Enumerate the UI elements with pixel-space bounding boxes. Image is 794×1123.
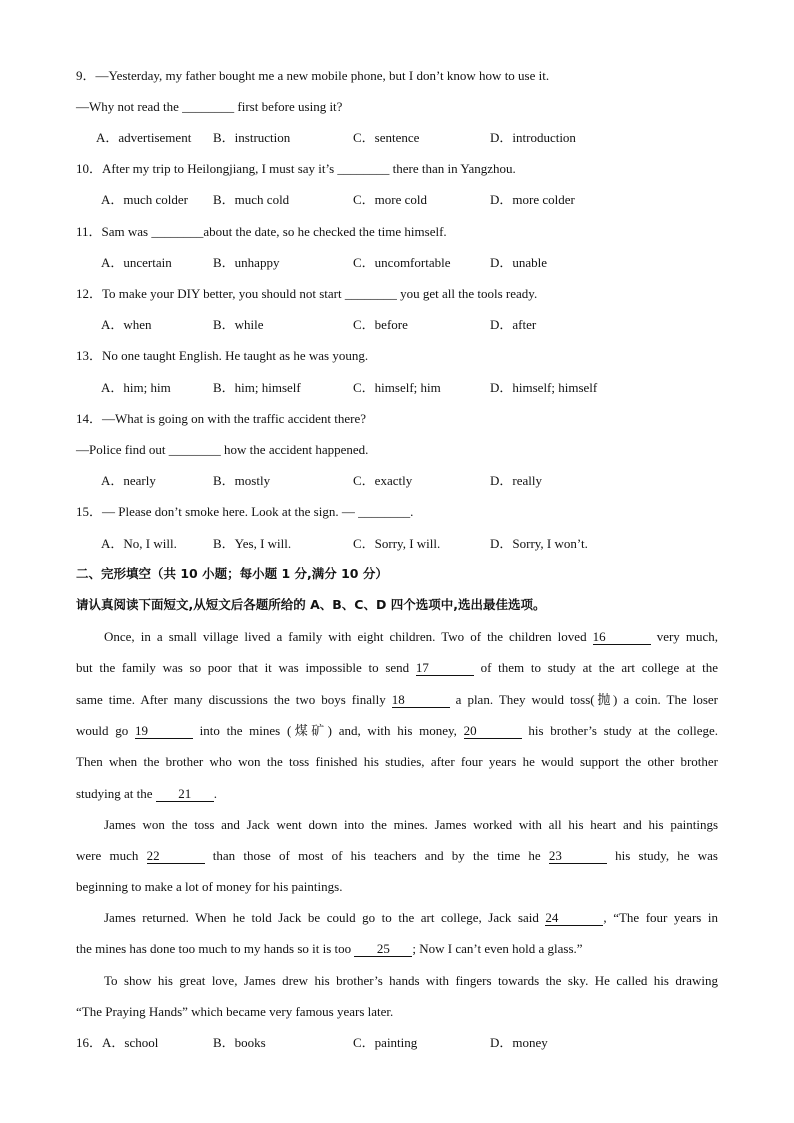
blank-25[interactable]: 25 — [354, 942, 412, 957]
question-15-options — [0, 536, 794, 552]
blank-16[interactable]: 16 — [593, 630, 651, 645]
blank-21[interactable]: 21 — [156, 787, 214, 802]
option-b[interactable]: B．Yes, I will. — [213, 536, 292, 551]
passage-line: “The Praying Hands” which became very famous years later. — [76, 1004, 394, 1019]
option-d[interactable]: D．himself; himself — [490, 380, 598, 395]
option-a[interactable]: A．uncertain — [101, 255, 172, 270]
blank-19[interactable]: 19 — [135, 724, 193, 739]
option-a[interactable]: A．much colder — [101, 192, 189, 207]
blank-24[interactable]: 24 — [545, 911, 603, 926]
option-b[interactable]: B．books — [213, 1035, 266, 1050]
section-title: 二、完形填空（共 10 小题；每小题 1 分,满分 10 分） — [76, 566, 388, 581]
option-a[interactable]: A．him; him — [101, 380, 171, 395]
question-10-stem: 10．After my trip to Heilongjiang, I must say it’s ________ there than in Yangzhou. — [76, 161, 516, 176]
question-11-stem: 11．Sam was ________about the date, so he checked the time himself. — [76, 224, 447, 239]
passage-line: James won the toss and Jack went down into the mines. James worked with all his heart and his paintings — [104, 817, 718, 832]
question-16-option-a[interactable]: 16．A．school — [76, 1035, 159, 1050]
passage-line: Then when the brother who won the toss finished his studies, after four years he would support the other brother — [76, 754, 718, 769]
option-b[interactable]: B．much cold — [213, 192, 290, 207]
question-12-options — [0, 317, 794, 333]
option-c[interactable]: C．more cold — [353, 192, 428, 207]
option-d[interactable]: D．after — [490, 317, 537, 332]
question-13-options — [0, 380, 794, 396]
option-a[interactable]: A．advertisement — [96, 130, 192, 145]
passage-line: studying at the 21 . — [76, 786, 218, 801]
option-b[interactable]: B．instruction — [213, 130, 291, 145]
passage-line: Once, in a small village lived a family with eight children. Two of the children loved 16 very much, — [104, 629, 718, 644]
question-14-stem: 14．—What is going on with the traffic accident there? — [76, 411, 366, 426]
option-c[interactable]: C．uncomfortable — [353, 255, 451, 270]
question-13-stem: 13．No one taught English. He taught as he was young. — [76, 348, 369, 363]
option-d[interactable]: D．really — [490, 473, 542, 488]
option-a[interactable]: A．when — [101, 317, 152, 332]
question-16-options — [0, 1035, 794, 1051]
option-c[interactable]: C．before — [353, 317, 408, 332]
passage-line: were much 22 than those of most of his teachers and by the time he 23 his study, he was — [76, 848, 718, 863]
option-a[interactable]: A．No, I will. — [101, 536, 177, 551]
passage-line: beginning to make a lot of money for his paintings. — [76, 879, 343, 894]
passage-line: the mines has done too much to my hands so it is too 25 ; Now I can’t even hold a glass.” — [76, 941, 583, 956]
option-c[interactable]: C．himself; him — [353, 380, 441, 395]
option-c[interactable]: C．exactly — [353, 473, 413, 488]
passage-line: would go 19 into the mines (煤矿) and, with his money, 20 his brother’s study at the college. — [76, 723, 718, 738]
passage-line: To show his great love, James drew his brother’s hands with fingers towards the sky. He called his drawing — [104, 973, 718, 988]
section-instruction: 请认真阅读下面短文,从短文后各题所给的 A、B、C、D 四个选项中,选出最佳选项。 — [76, 597, 546, 612]
blank-18[interactable]: 18 — [392, 693, 450, 708]
question-12-stem: 12．To make your DIY better, you should not start ________ you get all the tools ready. — [76, 286, 538, 301]
question-9-stem-2: —Why not read the ________ first before using it? — [76, 99, 343, 114]
option-b[interactable]: B．unhappy — [213, 255, 280, 270]
option-b[interactable]: B．mostly — [213, 473, 271, 488]
question-14-options — [0, 473, 794, 489]
question-9-stem: 9．—Yesterday, my father bought me a new mobile phone, but I don’t know how to use it. — [76, 68, 550, 83]
question-10-options — [0, 192, 794, 208]
option-d[interactable]: D．unable — [490, 255, 548, 270]
option-d[interactable]: D．more colder — [490, 192, 575, 207]
option-a[interactable]: A．nearly — [101, 473, 156, 488]
option-c[interactable]: C．Sorry, I will. — [353, 536, 441, 551]
option-d[interactable]: D．money — [490, 1035, 548, 1050]
blank-17[interactable]: 17 — [416, 661, 474, 676]
question-11-options — [0, 255, 794, 271]
option-b[interactable]: B．him; himself — [213, 380, 301, 395]
option-d[interactable]: D．Sorry, I won’t. — [490, 536, 588, 551]
question-9-options — [0, 130, 794, 146]
passage-line: same time. After many discussions the two boys finally 18 a plan. They would toss(抛) a coin. The loser — [76, 692, 718, 707]
option-d[interactable]: D．introduction — [490, 130, 576, 145]
option-c[interactable]: C．sentence — [353, 130, 420, 145]
question-15-stem: 15．— Please don’t smoke here. Look at the sign. — ________. — [76, 504, 414, 519]
option-b[interactable]: B．while — [213, 317, 264, 332]
blank-22[interactable]: 22 — [147, 849, 205, 864]
passage-line: James returned. When he told Jack be could go to the art college, Jack said 24 , “The four years in — [104, 910, 718, 925]
blank-23[interactable]: 23 — [549, 849, 607, 864]
option-c[interactable]: C．painting — [353, 1035, 418, 1050]
question-14-stem-2: —Police find out ________ how the accident happened. — [76, 442, 369, 457]
blank-20[interactable]: 20 — [464, 724, 522, 739]
passage-line: but the family was so poor that it was impossible to send 17 of them to study at the art college at the — [76, 660, 718, 675]
